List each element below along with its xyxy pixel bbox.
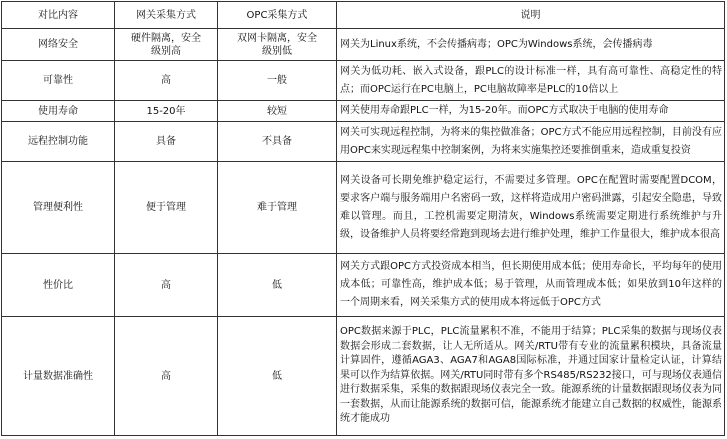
header-gateway: 网关采集方式 <box>115 2 218 29</box>
row-gateway: 高 <box>115 317 218 436</box>
row-opc: 难于管理 <box>218 162 337 254</box>
row-desc: 网关设备可长期免维护稳定运行，不需要过多管理。OPC在配置时需要配置DCOM，要求客户端与服务端用户名密码一致，这样将造成用户密码泄露，引起安全隐患，导致难以管理。而且，工控机需要定期清灰，Windows系统需要定期进行系统维护与升级，设备维护人员将要经常跑到现场去进行维护处理，维护工作量很大，维护成本很高 <box>337 162 725 254</box>
row-item: 可靠性 <box>2 61 115 101</box>
table-row <box>2 254 725 317</box>
row-desc: 网关为低功耗、嵌入式设备，跟PLC的设计标准一样，具有高可靠性、高稳定性的特点；而OPC运行在PC电脑上，PC电脑故障率是PLC的10倍以上 <box>337 61 725 101</box>
row-desc: 网关方式跟OPC方式投资成本相当，但长期使用成本低；使用寿命长，平均每年的使用成本低；可靠性高，维护成本低；易于管理，从而管理成本低；如果放到10年这样的一个周期来看，网关采集方式的使用成本将远低于OPC方式 <box>337 254 725 317</box>
row-item: 网络安全 <box>2 29 115 61</box>
header-item: 对比内容 <box>2 2 115 29</box>
comparison-table <box>1 1 725 436</box>
row-opc: 双网卡隔离，安全级别低 <box>218 29 337 61</box>
row-item: 计量数据准确性 <box>2 317 115 436</box>
header-desc: 说明 <box>337 2 725 29</box>
row-opc: 低 <box>218 317 337 436</box>
row-desc: 网关使用寿命跟PLC一样，为15-20年。而OPC方式取决于电脑的使用寿命 <box>337 101 725 122</box>
header-row <box>2 2 725 29</box>
row-gateway: 硬件隔离，安全级别高 <box>115 29 218 61</box>
row-gateway: 高 <box>115 61 218 101</box>
row-opc: 低 <box>218 254 337 317</box>
row-opc: 一般 <box>218 61 337 101</box>
row-gateway: 高 <box>115 254 218 317</box>
table-row <box>2 317 725 436</box>
row-item: 远程控制功能 <box>2 122 115 162</box>
row-opc: 较短 <box>218 101 337 122</box>
table-row <box>2 61 725 101</box>
row-desc: 网关为Linux系统，不会传播病毒；OPC为Windows系统，会传播病毒 <box>337 29 725 61</box>
row-item: 使用寿命 <box>2 101 115 122</box>
table-row <box>2 122 725 162</box>
row-gateway: 便于管理 <box>115 162 218 254</box>
row-gateway: 15-20年 <box>115 101 218 122</box>
row-desc: OPC数据来源于PLC，PLC流量累积不准，不能用于结算；PLC采集的数据与现场仪表数据会形成二套数据，让人无所适从。网关/RTU带有专业的流量累积模块，具备流量计算固件，遵循AGA3、AGA7和AGA8国际标准，并通过国家计量检定认证，计算结果可以作为结算依据。网关/RTU同时带有多个RS485/RS232接口，可与现场仪表通信进行数据采集，采集的数据跟现场仪表完全一致。能源系统的计量数据跟现场仪表为同一套数据，从而让能源系统的数据可信，能源系统才能建立自己数据的权威性，能源系统才能成功 <box>337 317 725 436</box>
table-row <box>2 101 725 122</box>
header-opc: OPC采集方式 <box>218 2 337 29</box>
table-row <box>2 162 725 254</box>
row-gateway: 具备 <box>115 122 218 162</box>
row-item: 管理便利性 <box>2 162 115 254</box>
row-item: 性价比 <box>2 254 115 317</box>
row-opc: 不具备 <box>218 122 337 162</box>
table-row <box>2 29 725 61</box>
row-desc: 网关可实现远程控制，为将来的集控做准备；OPC方式不能应用远程控制，目前没有应用OPC来实现远程集中控制案例，为将来实施集控还要推倒重来，造成重复投资 <box>337 122 725 162</box>
